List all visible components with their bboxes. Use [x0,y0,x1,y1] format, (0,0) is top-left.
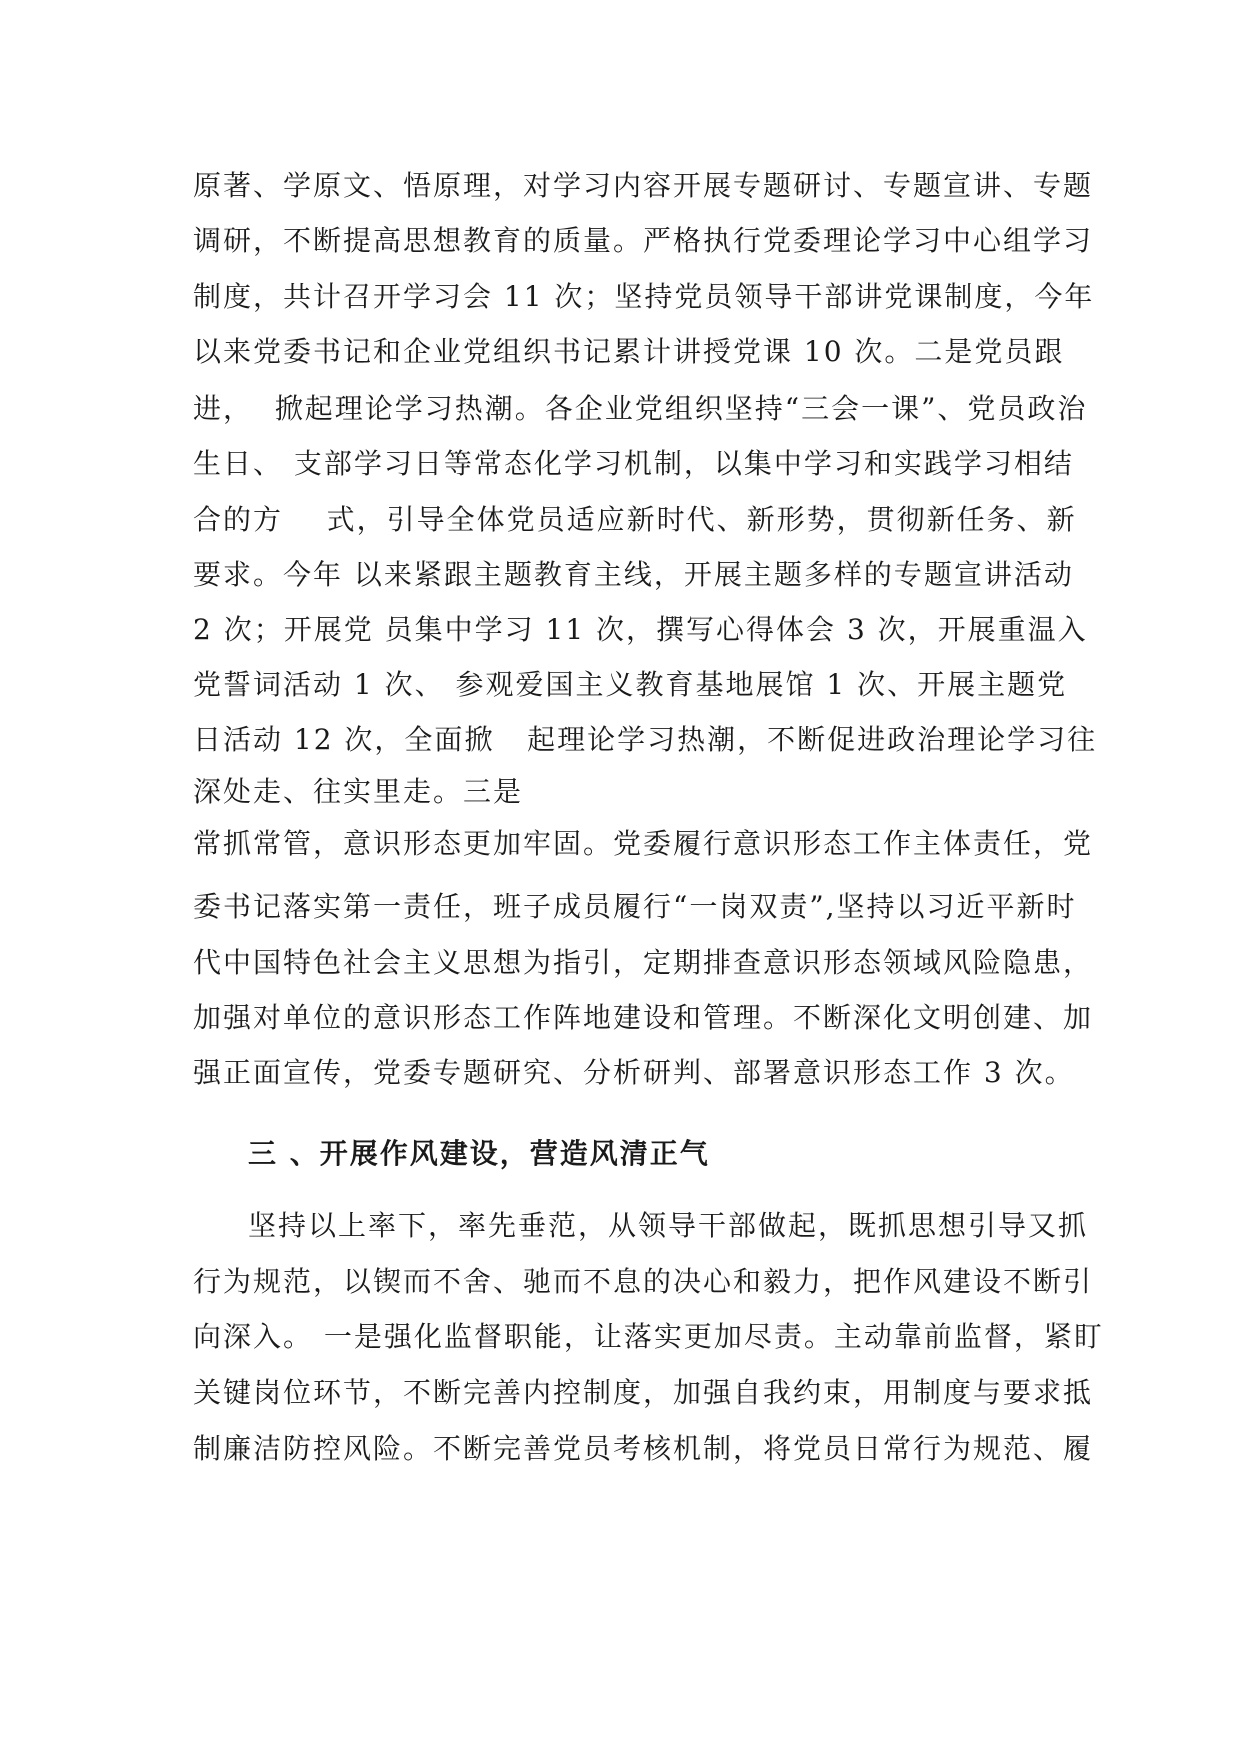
section-line-2: 行为规范，以锲而不舍、驰而不息的决心和毅力，把作风建设不断引 [193,1265,1094,1298]
body-line-10: 党誓词活动 1 次、 参观爱国主义教育基地展馆 1 次、开展主题党 [193,668,1068,701]
body-line-3: 制度，共计召开学习会 11 次；坚持党员领导干部讲党课制度，今年 [193,280,1095,313]
body-line-17: 强正面宣传，党委专题研究、分析研判、部署意识形态工作 3 次。 [193,1056,1075,1089]
section-line-4: 关键岗位环节，不断完善内控制度，加强自我约束，用制度与要求抵 [193,1376,1094,1409]
body-line-6: 生日、 支部学习日等常态化学习机制，以集中学习和实践学习相结 [193,447,1074,480]
body-line-14: 委书记落实第一责任，班子成员履行“一岗双责”,坚持以习近平新时 [193,890,1077,923]
section-line-3: 向深入。 一是强化监督职能，让落实更加尽责。主动靠前监督，紧盯 [193,1320,1104,1353]
body-line-13: 常抓常管，意识形态更加牢固。党委履行意识形态工作主体责任，党 [193,827,1094,860]
section-heading: 三 、开展作风建设，营造风清正气 [248,1137,710,1170]
body-line-5: 进， 掀起理论学习热潮。各企业党组织坚持“三会一课”、党员政治 [193,392,1088,425]
body-line-11: 日活动 12 次，全面掀 起理论学习热潮，不断促进政治理论学习往 [193,723,1098,756]
body-line-12: 深处走、往实里走。三是 [193,775,524,808]
body-line-8: 要求。今年 以来紧跟主题教育主线，开展主题多样的专题宣讲活动 [193,558,1074,591]
body-line-16: 加强对单位的意识形态工作阵地建设和管理。不断深化文明创建、加 [193,1001,1094,1034]
section-line-1: 坚持以上率下，率先垂范，从领导干部做起，既抓思想引导又抓 [248,1209,1089,1242]
body-line-15: 代中国特色社会主义思想为指引，定期排查意识形态领域风险隐患， [193,946,1094,979]
body-line-2: 调研，不断提高思想教育的质量。严格执行党委理论学习中心组学习 [193,224,1094,257]
section-line-5: 制廉洁防控风险。不断完善党员考核机制，将党员日常行为规范、履 [193,1432,1094,1465]
body-line-7: 合的方 式，引导全体党员适应新时代、新形势，贯彻新任务、新 [193,503,1077,536]
body-line-9: 2 次；开展党 员集中学习 11 次，撰写心得体会 3 次，开展重温入 [193,613,1088,646]
body-line-1: 原著、学原文、悟原理，对学习内容开展专题研讨、专题宣讲、专题 [193,169,1094,202]
body-line-4: 以来党委书记和企业党组织书记累计讲授党课 10 次。二是党员跟 [193,335,1065,368]
